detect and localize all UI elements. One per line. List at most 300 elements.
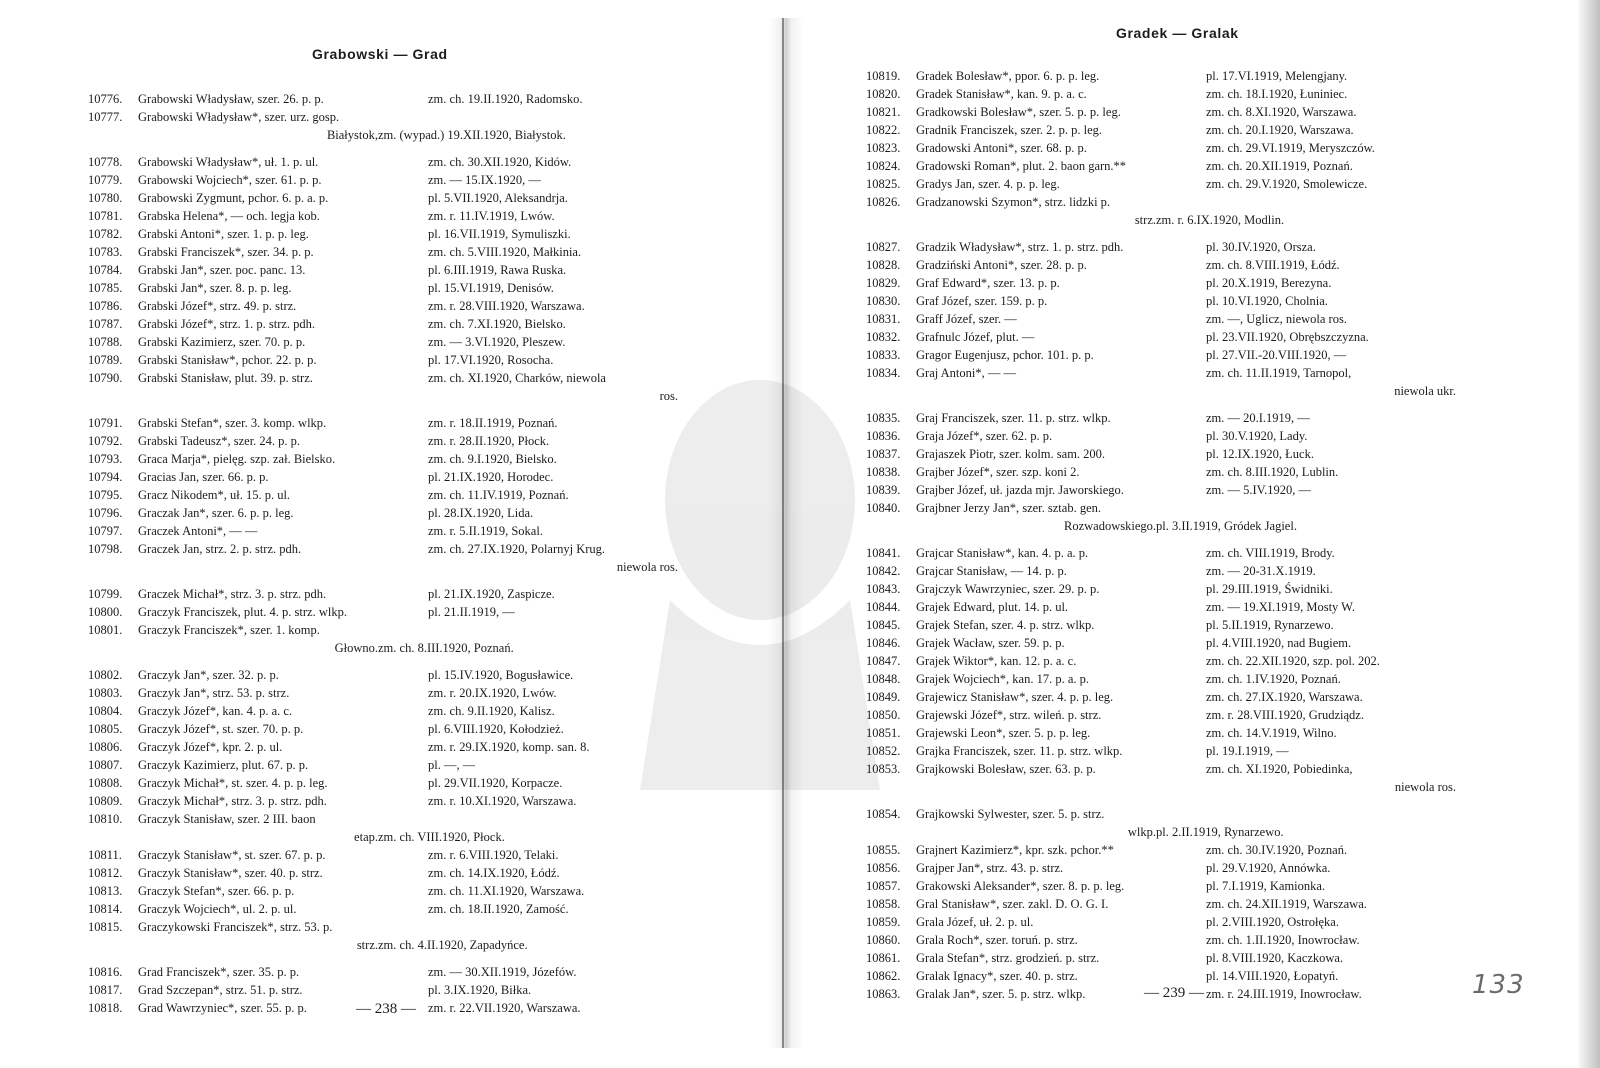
entry-row	[866, 121, 1486, 139]
entry-row	[88, 486, 708, 504]
entry-fate: pl. 2.VIII.1920, Ostrołęka.	[1206, 915, 1339, 929]
right-page	[786, 0, 1586, 1068]
entry-row	[866, 670, 1486, 688]
page-number: — 238 —	[356, 1001, 416, 1017]
entry-row	[866, 580, 1486, 598]
row-spacer	[88, 405, 708, 414]
entry-number: 10777.	[88, 110, 123, 124]
entry-name: Graczyk Józef*, st. szer. 70. p. p.	[138, 722, 304, 736]
entry-fate: zm. — 20-31.X.1919.	[1206, 564, 1316, 578]
entry-fate: zm. r. 29.IX.1920, komp. san. 8.	[428, 740, 590, 754]
entry-number: 10822.	[866, 123, 901, 137]
entry-fate: zm. — 30.XII.1919, Józefów.	[428, 965, 577, 979]
entry-name: Graf Edward*, szer. 13. p. p.	[916, 276, 1060, 290]
entry-row	[88, 261, 708, 279]
entry-number: 10861.	[866, 951, 901, 965]
entry-name: Graczyk Stanisław*, st. szer. 67. p. p.	[138, 848, 326, 862]
entry-fate: zm. ch. 29.VI.1919, Meryszczów.	[1206, 141, 1375, 155]
entry-row	[88, 315, 708, 333]
entry-row	[88, 963, 708, 981]
entry-fate: zm. r. 5.II.1919, Sokal.	[428, 524, 543, 538]
entry-number: 10852.	[866, 744, 901, 758]
entry-name: Grabski Stanisław*, pchor. 22. p. p.	[138, 353, 317, 367]
entry-fate: pl. 29.III.1919, Świdniki.	[1206, 582, 1333, 596]
entry-number: 10779.	[88, 173, 123, 187]
entry-name: Grala Stefan*, strz. grodzień. p. strz.	[916, 951, 1100, 965]
entry-row	[88, 279, 708, 297]
entry-fate: pl. 3.II.1919, Gródek Jagiel.	[1156, 519, 1297, 533]
entry-fate: zm. ch. 8.VIII.1919, Łódź.	[1206, 258, 1340, 272]
entry-fate: pl. 3.IX.1920, Biłka.	[428, 983, 532, 997]
entry-row	[866, 913, 1486, 931]
entry-number: 10814.	[88, 902, 123, 916]
entry-name: Graczek Jan, strz. 2. p. strz. pdh.	[138, 542, 302, 556]
entry-fate: zm. ch. 18.I.1920, Łuniniec.	[1206, 87, 1348, 101]
entry-name: Grabska Helena*, — och. legja kob.	[138, 209, 320, 223]
entry-number: 10789.	[88, 353, 123, 367]
entry-name: Grajber Józef*, szer. szp. koni 2.	[916, 465, 1080, 479]
entry-row	[88, 153, 708, 171]
entry-row	[88, 387, 708, 405]
entry-row	[88, 243, 708, 261]
entry-row	[88, 864, 708, 882]
entry-row	[88, 108, 708, 126]
entry-row	[88, 621, 708, 639]
entry-row	[88, 351, 708, 369]
entry-fate: zm. ch. 7.XI.1920, Bielsko.	[428, 317, 566, 331]
entry-name: Grabowski Władysław*, szer. urz. gosp.	[138, 110, 340, 124]
entry-fate: zm. r. 24.III.1919, Inowrocław.	[1206, 987, 1362, 1001]
entry-row	[88, 522, 708, 540]
entry-name: Graj Antoni*, — —	[916, 366, 1016, 380]
entry-name: Grafnulc Józef, plut. —	[916, 330, 1035, 344]
entry-name: Grabski Jan*, szer. 8. p. p. leg.	[138, 281, 292, 295]
entry-number: 10813.	[88, 884, 123, 898]
entry-name: Graczyk Franciszek, plut. 4. p. strz. wlkp.	[138, 605, 347, 619]
entry-number: 10831.	[866, 312, 901, 326]
entry-name: Gralak Ignacy*, szer. 40. p. strz.	[916, 969, 1078, 983]
entry-fate: zm. ch. 1.IV.1920, Poznań.	[1206, 672, 1341, 686]
row-spacer	[866, 400, 1486, 409]
entry-fate: zm. r. 28.VIII.1920, Grudziądz.	[1206, 708, 1364, 722]
entry-name: Gradek Bolesław*, ppor. 6. p. p. leg.	[916, 69, 1100, 83]
entry-row	[88, 414, 708, 432]
entry-number: 10821.	[866, 105, 901, 119]
entry-number: 10833.	[866, 348, 901, 362]
entry-row	[866, 139, 1486, 157]
entry-row	[88, 702, 708, 720]
entry-fate: pl. 15.IV.1920, Bogusławice.	[428, 668, 574, 682]
entry-name: Graj Franciszek, szer. 11. p. strz. wlkp.	[916, 411, 1111, 425]
entry-row	[88, 810, 708, 828]
row-spacer	[88, 576, 708, 585]
entry-row	[88, 882, 708, 900]
entry-number: 10853.	[866, 762, 901, 776]
entry-row	[88, 639, 708, 657]
entry-row	[866, 841, 1486, 859]
row-spacer	[866, 535, 1486, 544]
entry-continuation: Białystok,	[326, 128, 378, 142]
entry-number: 10805.	[88, 722, 123, 736]
entry-row	[866, 931, 1486, 949]
entry-row	[88, 297, 708, 315]
entry-number: 10856.	[866, 861, 901, 875]
entry-row	[88, 792, 708, 810]
entry-name: Grabski Franciszek*, szer. 34. p. p.	[138, 245, 314, 259]
entry-name: Grabski Stanisław, plut. 39. p. strz.	[138, 371, 313, 385]
entry-fate: pl. 12.IX.1920, Łuck.	[1206, 447, 1314, 461]
entry-row	[88, 468, 708, 486]
entry-fate: zm. ch. 14.IX.1920, Łódź.	[428, 866, 560, 880]
entry-number: 10838.	[866, 465, 901, 479]
entry-fate: zm. ch. 18.II.1920, Zamość.	[428, 902, 569, 916]
entry-fate: zm. — 20.I.1919, —	[1206, 411, 1310, 425]
entry-row	[88, 936, 708, 954]
entry-fate: zm. ch. 5.VIII.1920, Małkinia.	[428, 245, 582, 259]
entry-number: 10840.	[866, 501, 901, 515]
entry-row	[88, 828, 708, 846]
entry-fate: zm. ch. 11.XI.1920, Warszawa.	[428, 884, 585, 898]
entry-number: 10778.	[88, 155, 123, 169]
entry-row	[866, 364, 1486, 382]
entry-number: 10784.	[88, 263, 123, 277]
entry-row	[88, 585, 708, 603]
entry-row	[866, 85, 1486, 103]
entry-name: Gracias Jan, szer. 66. p. p.	[138, 470, 269, 484]
entry-number: 10843.	[866, 582, 901, 596]
entry-name: Grabowski Wojciech*, szer. 61. p. p.	[138, 173, 322, 187]
entry-row	[866, 724, 1486, 742]
entry-row	[88, 207, 708, 225]
entry-row	[88, 603, 708, 621]
entry-name: Grajewicz Stanisław*, szer. 4. p. p. leg.	[916, 690, 1114, 704]
entry-fate: zm. ch. 9.I.1920, Bielsko.	[428, 452, 557, 466]
page-header: Gradek — Gralak	[1116, 25, 1239, 41]
entry-row	[866, 481, 1486, 499]
entry-name: Graczyk Jan*, strz. 53. p. strz.	[138, 686, 290, 700]
entry-fate: zm. r. 11.IV.1919, Lwów.	[428, 209, 555, 223]
entry-row	[866, 859, 1486, 877]
entry-fate: zm. ch. 30.IV.1920, Poznań.	[1206, 843, 1348, 857]
page-header: Grabowski — Grad	[312, 46, 448, 62]
entry-row	[88, 369, 708, 387]
entry-number: 10835.	[866, 411, 901, 425]
entry-row	[866, 706, 1486, 724]
entry-number: 10832.	[866, 330, 901, 344]
entry-number: 10781.	[88, 209, 123, 223]
entry-number: 10851.	[866, 726, 901, 740]
entry-continuation: niewola ros.	[1394, 780, 1456, 794]
entry-fate: pl. 6.VIII.1920, Kołodzież.	[428, 722, 564, 736]
entry-fate: zm. ch. 8.III.1920, Lublin.	[1206, 465, 1339, 479]
entry-name: Gradzanowski Szymon*, strz. lidzki p.	[916, 195, 1111, 209]
entry-number: 10816.	[88, 965, 123, 979]
entry-number: 10791.	[88, 416, 123, 430]
entry-number: 10785.	[88, 281, 123, 295]
entry-name: Grajber Józef, uł. jazda mjr. Jaworskiego.	[916, 483, 1124, 497]
entry-name: Graczek Antoni*, — —	[138, 524, 258, 538]
row-spacer	[866, 796, 1486, 805]
entry-row	[88, 981, 708, 999]
entry-name: Gradnik Franciszek, szer. 2. p. p. leg.	[916, 123, 1103, 137]
entry-name: Graff Józef, szer. —	[916, 312, 1017, 326]
entry-row	[88, 90, 708, 108]
entry-fate: pl. 17.VI.1919, Melengjany.	[1206, 69, 1348, 83]
entry-number: 10850.	[866, 708, 901, 722]
entry-name: Graczyk Kazimierz, plut. 67. p. p.	[138, 758, 309, 772]
entry-number: 10780.	[88, 191, 123, 205]
entry-name: Grad Wawrzyniec*, szer. 55. p. p.	[138, 1001, 307, 1015]
entry-name: Graczyk Stanisław, szer. 2 III. baon	[138, 812, 316, 826]
entry-number: 10796.	[88, 506, 123, 520]
entry-fate: pl. 30.IV.1920, Orsza.	[1206, 240, 1316, 254]
gutter-line	[782, 18, 784, 1048]
entry-name: Grajper Jan*, strz. 43. p. strz.	[916, 861, 1064, 875]
entry-number: 10808.	[88, 776, 123, 790]
entry-row	[866, 967, 1486, 985]
entry-number: 10794.	[88, 470, 123, 484]
entry-row	[866, 67, 1486, 85]
entry-number: 10819.	[866, 69, 901, 83]
entry-number: 10776.	[88, 92, 123, 106]
entry-number: 10825.	[866, 177, 901, 191]
entry-number: 10806.	[88, 740, 123, 754]
entry-row	[88, 540, 708, 558]
entry-row	[866, 193, 1486, 211]
entry-continuation: strz.	[1134, 213, 1156, 227]
entry-fate: zm. ch. XI.1920, Pobiedinka,	[1206, 762, 1353, 776]
entry-fate: zm. (wypad.) 19.XII.1920, Białystok.	[378, 128, 566, 142]
entry-name: Graczyk Józef*, kan. 4. p. a. c.	[138, 704, 293, 718]
entry-number: 10811.	[88, 848, 122, 862]
entry-number: 10837.	[866, 447, 901, 461]
entry-name: Grajkowski Bolesław, szer. 63. p. p.	[916, 762, 1096, 776]
entry-number: 10820.	[866, 87, 901, 101]
entry-row	[88, 774, 708, 792]
entry-fate: zm. — 15.IX.1920, —	[428, 173, 541, 187]
entry-name: Grajaszek Piotr, szer. kolm. sam. 200.	[916, 447, 1106, 461]
entry-fate: zm. ch. VIII.1919, Brody.	[1206, 546, 1335, 560]
entry-name: Grabski Kazimierz, szer. 70. p. p.	[138, 335, 306, 349]
entry-row	[866, 103, 1486, 121]
entry-fate: zm. ch. 8.XI.1920, Warszawa.	[1206, 105, 1357, 119]
entry-number: 10812.	[88, 866, 123, 880]
entry-number: 10845.	[866, 618, 901, 632]
entry-number: 10798.	[88, 542, 123, 556]
entry-row	[866, 499, 1486, 517]
entry-number: 10827.	[866, 240, 901, 254]
entry-name: Graczyk Jan*, szer. 32. p. p.	[138, 668, 279, 682]
entry-fate: pl. 21.IX.1920, Zaspicze.	[428, 587, 555, 601]
entry-number: 10787.	[88, 317, 123, 331]
entry-row	[866, 256, 1486, 274]
entry-fate: zm. ch. 29.V.1920, Smolewicze.	[1206, 177, 1368, 191]
entry-continuation: wlkp.	[1127, 825, 1156, 839]
entry-name: Graczyk Michał*, strz. 3. p. strz. pdh.	[138, 794, 327, 808]
entry-name: Grajek Wiktor*, kan. 12. p. a. c.	[916, 654, 1077, 668]
entry-name: Graczek Michał*, strz. 3. p. strz. pdh.	[138, 587, 327, 601]
entry-name: Grabowski Władysław*, uł. 1. p. ul.	[138, 155, 319, 169]
entry-fate: zm. —, Uglicz, niewola ros.	[1206, 312, 1347, 326]
entry-continuation: strz.	[356, 938, 378, 952]
entry-fate: zm. ch. 27.IX.1920, Warszawa.	[1206, 690, 1363, 704]
entry-number: 10815.	[88, 920, 123, 934]
entry-number: 10792.	[88, 434, 123, 448]
entry-name: Grajek Wacław, szer. 59. p. p.	[916, 636, 1065, 650]
entry-fate: zm. — 19.XI.1919, Mosty W.	[1206, 600, 1355, 614]
entry-fate: pl. 10.VI.1920, Cholnia.	[1206, 294, 1328, 308]
entry-name: Gradys Jan, szer. 4. p. p. leg.	[916, 177, 1060, 191]
entry-number: 10788.	[88, 335, 123, 349]
handwritten-page-note: 133	[1472, 970, 1525, 1000]
entry-name: Graczyk Franciszek*, szer. 1. komp.	[138, 623, 320, 637]
entry-row	[866, 877, 1486, 895]
entry-row	[866, 328, 1486, 346]
entry-fate: zm. ch. 11.IV.1919, Poznań.	[428, 488, 569, 502]
entry-fate: zm. ch. 30.XII.1920, Kidów.	[428, 155, 572, 169]
row-spacer	[88, 657, 708, 666]
entry-fate: pl. 21.IX.1920, Horodec.	[428, 470, 554, 484]
entry-name: Graczyk Michał*, st. szer. 4. p. p. leg.	[138, 776, 328, 790]
entry-fate: zm. ch. 22.XII.1920, szp. pol. 202.	[1206, 654, 1380, 668]
entry-continuation: Rozwadowskiego.	[1064, 519, 1156, 533]
entry-name: Grabski Józef*, strz. 49. p. strz.	[138, 299, 297, 313]
entry-row	[866, 742, 1486, 760]
entry-name: Grajek Wojciech*, kan. 17. p. a. p.	[916, 672, 1090, 686]
entry-row	[88, 126, 708, 144]
entry-name: Grajewski Józef*, strz. wileń. p. strz.	[916, 708, 1102, 722]
entry-fate: zm. r. 6.IX.1920, Modlin.	[1156, 213, 1285, 227]
entry-number: 10828.	[866, 258, 901, 272]
entry-name: Gradziński Antoni*, szer. 28. p. p.	[916, 258, 1087, 272]
entry-fate: pl. 29.V.1920, Annówka.	[1206, 861, 1331, 875]
entry-row	[88, 756, 708, 774]
entry-number: 10847.	[866, 654, 901, 668]
entry-fate: pl. 23.VII.1920, Obrębszczyzna.	[1206, 330, 1369, 344]
entry-fate: zm. r. 28.VIII.1920, Warszawa.	[428, 299, 585, 313]
page-number: — 239 —	[1144, 985, 1204, 1001]
entry-number: 10818.	[88, 1001, 123, 1015]
entry-fate: zm. — 5.IV.1920, —	[1206, 483, 1311, 497]
entry-fate: pl. 2.II.1919, Rynarzewo.	[1156, 825, 1284, 839]
entry-row	[866, 238, 1486, 256]
entry-number: 10854.	[866, 807, 901, 821]
entry-number: 10802.	[88, 668, 123, 682]
entry-fate: pl. 30.V.1920, Lady.	[1206, 429, 1308, 443]
entry-fate: pl. 7.I.1919, Kamionka.	[1206, 879, 1326, 893]
entry-fate: zm. r. 18.II.1919, Poznań.	[428, 416, 558, 430]
entry-number: 10860.	[866, 933, 901, 947]
entry-row	[866, 760, 1486, 778]
entry-number: 10801.	[88, 623, 123, 637]
entry-name: Grajnert Kazimierz*, kpr. szk. pchor.**	[916, 843, 1114, 857]
entry-fate: pl. 6.III.1919, Rawa Ruska.	[428, 263, 567, 277]
entry-name: Grad Franciszek*, szer. 35. p. p.	[138, 965, 300, 979]
entry-row	[866, 274, 1486, 292]
entry-name: Graczyk Stefan*, szer. 66. p. p.	[138, 884, 295, 898]
entry-number: 10807.	[88, 758, 123, 772]
entry-fate: zm. ch. 24.XII.1919, Warszawa.	[1206, 897, 1367, 911]
entry-row	[88, 684, 708, 702]
entry-name: Gragor Eugenjusz, pchor. 101. p. p.	[916, 348, 1094, 362]
entry-number: 10800.	[88, 605, 123, 619]
entry-fate: pl. 16.VII.1919, Symuliszki.	[428, 227, 571, 241]
entry-number: 10848.	[866, 672, 901, 686]
entry-fate: zm. ch. XI.1920, Charków, niewola	[428, 371, 606, 385]
entry-row	[88, 900, 708, 918]
entry-number: 10858.	[866, 897, 901, 911]
entry-number: 10823.	[866, 141, 901, 155]
entry-name: Gral Stanisław*, szer. zakl. D. O. G. I.	[916, 897, 1109, 911]
entry-number: 10855.	[866, 843, 901, 857]
entry-row	[88, 171, 708, 189]
entry-fate: zm. ch. 4.II.1920, Zapadyńce.	[378, 938, 528, 952]
entry-number: 10790.	[88, 371, 123, 385]
entry-name: Grajkowski Sylwester, szer. 5. p. strz.	[916, 807, 1105, 821]
entry-name: Gradek Stanisław*, kan. 9. p. a. c.	[916, 87, 1087, 101]
entry-row	[866, 562, 1486, 580]
entry-fate: zm. r. 22.VII.1920, Warszawa.	[428, 1001, 581, 1015]
entry-row	[88, 189, 708, 207]
entry-row	[866, 409, 1486, 427]
entry-name: Gradzik Władysław*, strz. 1. p. strz. pdh.	[916, 240, 1124, 254]
entry-name: Graf Józef, szer. 159. p. p.	[916, 294, 1048, 308]
entry-number: 10824.	[866, 159, 901, 173]
entry-row	[866, 598, 1486, 616]
entry-number: 10829.	[866, 276, 901, 290]
entry-fate: pl. 17.VI.1920, Rosocha.	[428, 353, 554, 367]
entry-name: Gradowski Roman*, plut. 2. baon garn.**	[916, 159, 1127, 173]
entry-name: Gracz Nikodem*, uł. 15. p. ul.	[138, 488, 291, 502]
row-spacer	[88, 954, 708, 963]
entry-number: 10817.	[88, 983, 123, 997]
entry-row	[88, 738, 708, 756]
entry-name: Graca Marja*, pielęg. szp. zał. Bielsko.	[138, 452, 336, 466]
entry-row	[866, 463, 1486, 481]
entry-list	[88, 90, 708, 1017]
entry-row	[88, 504, 708, 522]
entry-name: Grabski Tadeusz*, szer. 24. p. p.	[138, 434, 301, 448]
entry-row	[866, 634, 1486, 652]
row-spacer	[88, 144, 708, 153]
entry-row	[88, 450, 708, 468]
entry-fate: pl. 15.VI.1919, Denisów.	[428, 281, 554, 295]
entry-number: 10793.	[88, 452, 123, 466]
entry-fate: pl. —, —	[428, 758, 476, 772]
entry-fate: pl. 28.IX.1920, Lida.	[428, 506, 534, 520]
entry-number: 10783.	[88, 245, 123, 259]
entry-number: 10797.	[88, 524, 123, 538]
entry-row	[88, 333, 708, 351]
entry-row	[866, 544, 1486, 562]
entry-name: Grabski Józef*, strz. 1. p. strz. pdh.	[138, 317, 316, 331]
entry-fate: zm. ch. 27.IX.1920, Polarnyj Krug.	[428, 542, 606, 556]
entry-row	[88, 432, 708, 450]
entry-row	[88, 558, 708, 576]
entry-name: Grabski Antoni*, szer. 1. p. p. leg.	[138, 227, 309, 241]
entry-name: Graczyk Józef*, kpr. 2. p. ul.	[138, 740, 283, 754]
entry-number: 10849.	[866, 690, 901, 704]
entry-list	[866, 67, 1486, 1003]
entry-number: 10830.	[866, 294, 901, 308]
entry-name: Grakowski Aleksander*, szer. 8. p. p. leg.	[916, 879, 1125, 893]
entry-row	[866, 175, 1486, 193]
entry-row	[866, 211, 1486, 229]
entry-row	[88, 918, 708, 936]
entry-fate: zm. r. 6.VIII.1920, Telaki.	[428, 848, 559, 862]
entry-number: 10810.	[88, 812, 123, 826]
entry-number: 10834.	[866, 366, 901, 380]
